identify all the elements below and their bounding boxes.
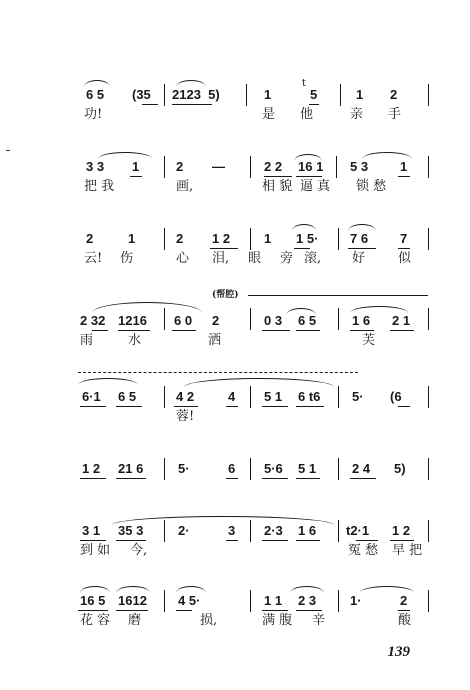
barline: [428, 84, 429, 106]
beam: [116, 610, 148, 611]
lyric: 似: [398, 251, 412, 266]
slur: [184, 378, 334, 387]
beam: [262, 610, 288, 611]
beam: [296, 478, 320, 479]
beam: [398, 176, 410, 177]
label-extension-line: [248, 295, 428, 296]
beam: [262, 478, 288, 479]
note: 5·: [178, 461, 190, 476]
beam: [348, 248, 376, 249]
lyric: 相 貌: [262, 179, 293, 194]
beam: [176, 610, 192, 611]
beam: [80, 540, 106, 541]
note-group: 5 1: [264, 389, 283, 404]
beam: [226, 478, 238, 479]
note: 6: [228, 461, 236, 476]
beam: [116, 406, 142, 407]
note-group: 2 2: [264, 159, 283, 174]
beam: [262, 406, 288, 407]
barline: [428, 156, 429, 178]
beam: [296, 610, 322, 611]
lyric: 洒: [208, 333, 222, 348]
note-group: 5·6: [264, 461, 283, 476]
beam: [210, 248, 238, 249]
lyric: 今,: [130, 543, 148, 558]
beam: [294, 248, 310, 249]
barline: [428, 228, 429, 250]
slur: [348, 224, 376, 231]
beam: [398, 406, 410, 407]
barline: [246, 84, 247, 106]
beam: [118, 330, 150, 331]
note-group: 1 6: [298, 523, 317, 538]
beam: [398, 610, 410, 611]
note: —: [212, 159, 225, 174]
note-group: (35: [132, 87, 151, 102]
note-group: 4 5·: [178, 593, 201, 608]
note-group: 21 6: [118, 461, 144, 476]
tie-extension: [78, 372, 358, 373]
lyric: 心: [176, 251, 190, 266]
barline: [338, 458, 339, 480]
note-group: 5 1: [298, 461, 317, 476]
note-group: 1 5·: [296, 231, 319, 246]
slur: [176, 586, 206, 593]
note-group: 2 1: [392, 313, 411, 328]
lyric: 云!: [84, 251, 103, 266]
slur: [116, 586, 150, 593]
lyric: 是: [262, 107, 276, 122]
lyric: 滚,: [304, 251, 322, 266]
barline: [338, 590, 339, 612]
slur: [176, 80, 206, 87]
beam: [264, 176, 292, 177]
beam: [226, 540, 238, 541]
barline: [338, 228, 339, 250]
note-group: 2 3: [298, 593, 317, 608]
beam: [296, 406, 324, 407]
note-group: 6 0: [174, 313, 193, 328]
barline: [428, 590, 429, 612]
note-group: 1 6: [352, 313, 371, 328]
page-number: 139: [387, 644, 410, 660]
beam: [262, 540, 288, 541]
note: 7: [400, 231, 408, 246]
note: 2: [390, 87, 398, 102]
beam: [116, 540, 146, 541]
beam: [142, 104, 158, 105]
beam: [172, 330, 196, 331]
barline: [250, 520, 251, 542]
barline: [164, 520, 165, 542]
barline: [338, 520, 339, 542]
note: 1: [264, 87, 272, 102]
note: 2·: [178, 523, 190, 538]
lyric: 磨: [128, 613, 142, 628]
barline: [250, 386, 251, 408]
lyric: 早 把: [392, 543, 423, 558]
lyric: 冤 愁: [348, 543, 379, 558]
lyric: 旁: [280, 251, 294, 266]
slur: [290, 586, 324, 593]
grace-mark: t: [302, 78, 306, 89]
note-group: 3 1: [82, 523, 101, 538]
beam: [262, 330, 290, 331]
note: 5): [394, 461, 406, 476]
lyric: 他: [300, 107, 314, 122]
note: 2: [176, 231, 184, 246]
note: 2: [86, 231, 94, 246]
lyric: 手: [388, 107, 402, 122]
beam: [390, 330, 414, 331]
lyric: 画,: [176, 179, 194, 194]
note: 4: [228, 389, 236, 404]
note-group: 16 5: [80, 593, 106, 608]
slur: [84, 80, 110, 87]
lyric: 酸: [398, 613, 412, 628]
note-group: 2 32: [80, 313, 106, 328]
slur: [360, 586, 414, 593]
barline: [164, 308, 165, 330]
note-group: 1612: [118, 593, 147, 608]
lyric: 损,: [200, 613, 218, 628]
note: 5: [310, 87, 318, 102]
lyric: 蓉!: [176, 409, 195, 424]
note: 1: [400, 159, 408, 174]
barline: [164, 228, 165, 250]
beam: [296, 176, 322, 177]
barline: [250, 458, 251, 480]
note-group: 6 5: [118, 389, 137, 404]
barline: [250, 156, 251, 178]
beam: [80, 406, 106, 407]
note-group: 1 2: [82, 461, 101, 476]
barline: [340, 84, 341, 106]
beam: [116, 478, 146, 479]
barline: [338, 308, 339, 330]
slur: [292, 224, 316, 231]
note: 1: [132, 159, 140, 174]
barline: [164, 156, 165, 178]
note: 2: [176, 159, 184, 174]
lyric: 伤: [120, 251, 134, 266]
lyric: 满 腹: [262, 613, 293, 628]
note-group: 6·1: [82, 389, 101, 404]
barline: [164, 386, 165, 408]
beam: [398, 248, 410, 249]
slur: [98, 152, 152, 159]
beam: [78, 610, 108, 611]
barline: [164, 84, 165, 106]
barline: [250, 308, 251, 330]
note-group: 1 1: [264, 593, 283, 608]
note: 1: [128, 231, 136, 246]
note-group: 1 2: [392, 523, 411, 538]
note: 5·: [352, 389, 364, 404]
margin-mark: [6, 150, 10, 151]
barline: [250, 228, 251, 250]
note-group: 16 1: [298, 159, 324, 174]
note: (6: [390, 389, 402, 404]
slur: [78, 378, 138, 385]
note-group: 7 6: [350, 231, 369, 246]
beam: [356, 540, 378, 541]
note-group: 4 2: [176, 389, 195, 404]
note-group: 1216: [118, 313, 147, 328]
note-group: 6 5: [298, 313, 317, 328]
lyric: 雨: [80, 333, 94, 348]
lyric: 逼 真: [300, 179, 331, 194]
note: 2: [212, 313, 220, 328]
lyric: 眼: [248, 251, 262, 266]
beam: [172, 104, 212, 105]
barline: [336, 156, 337, 178]
barline: [338, 386, 339, 408]
lyric: 锁 愁: [356, 179, 387, 194]
barline: [428, 308, 429, 330]
note-group: 3 3: [86, 159, 105, 174]
barline: [164, 458, 165, 480]
beam: [92, 330, 108, 331]
note-group: 6 t6: [298, 389, 321, 404]
lyric: 到 如: [80, 543, 111, 558]
note-group: 6 5: [86, 87, 105, 102]
slur: [350, 306, 408, 313]
note-group: 1 2: [212, 231, 231, 246]
beam: [350, 478, 376, 479]
lyric: 辛: [312, 613, 326, 628]
note: 1: [264, 231, 272, 246]
beam: [130, 176, 142, 177]
lyric: 水: [128, 333, 142, 348]
barline: [164, 590, 165, 612]
barline: [250, 590, 251, 612]
barline: [428, 458, 429, 480]
note-group: t2·1: [346, 523, 370, 538]
note: 1·: [350, 593, 362, 608]
note: 3: [228, 523, 236, 538]
lyric: 花 容: [80, 613, 111, 628]
note: 2: [400, 593, 408, 608]
lyric: 泪,: [212, 251, 230, 266]
beam: [296, 330, 320, 331]
beam: [174, 406, 198, 407]
beam: [350, 330, 374, 331]
lyric: 亲: [350, 107, 364, 122]
note-group: 35 3: [118, 523, 144, 538]
note-group: 2123 5): [172, 87, 220, 102]
note-group: 2·3: [264, 523, 283, 538]
lyric: 功!: [84, 107, 103, 122]
beam: [80, 478, 106, 479]
barline: [428, 386, 429, 408]
note-group: 2 4: [352, 461, 371, 476]
lyric: 好: [352, 251, 366, 266]
slur: [362, 152, 412, 159]
beam: [309, 104, 319, 105]
slur: [92, 302, 202, 313]
note-group: 0 3: [264, 313, 283, 328]
section-label: (帮腔): [212, 290, 239, 300]
barline: [428, 520, 429, 542]
note-group: 5 3: [350, 159, 369, 174]
slur: [80, 586, 110, 593]
note: 1: [356, 87, 364, 102]
lyric: 芙: [362, 333, 376, 348]
lyric: 把 我: [84, 179, 115, 194]
beam: [390, 540, 414, 541]
beam: [226, 406, 238, 407]
beam: [296, 540, 320, 541]
